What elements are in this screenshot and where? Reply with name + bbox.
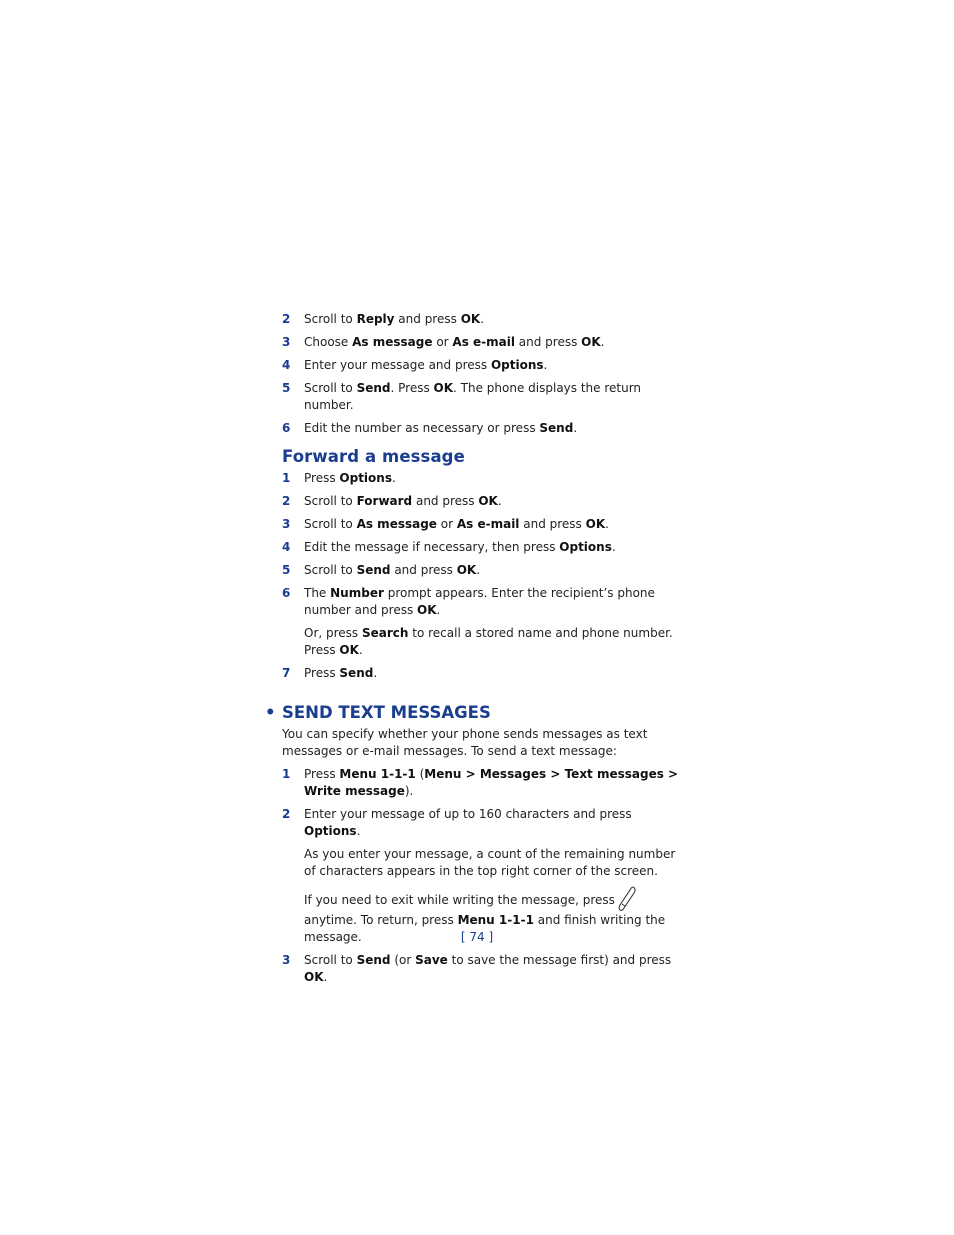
emphasis-term: OK (339, 643, 359, 657)
emphasis-term: Number (330, 586, 384, 600)
emphasis-term: As message (352, 335, 433, 349)
step-number: 2 (282, 494, 291, 508)
emphasis-term: OK (417, 603, 437, 617)
step-text: Choose As message or As e-mail and press OK. (304, 335, 605, 349)
step (282, 334, 682, 351)
emphasis-term: As e-mail (452, 335, 515, 349)
emphasis-term: Menu > Messages > Text messages > Write message (304, 767, 679, 798)
emphasis-term: Search (362, 626, 409, 640)
emphasis-term: Forward (356, 494, 413, 508)
step-note: As you enter your message, a count of the remaining number of characters appears in the top right corner of the screen. (304, 847, 676, 878)
step-text: Scroll to Send (or Save to save the message first) and press OK. (304, 953, 672, 984)
step-number: 3 (282, 517, 291, 531)
step-text: Press Options. (304, 471, 396, 485)
forward-heading: Forward a message (282, 447, 465, 466)
step-number: 1 (282, 471, 291, 485)
emphasis-term: Send (356, 381, 391, 395)
emphasis-term: Reply (356, 312, 395, 326)
step-text: Scroll to Forward and press OK. (304, 494, 502, 508)
note-text-cont: anytime. To return, press Menu 1-1-1 and finish writing the message. (304, 913, 666, 944)
emphasis-term: Save (415, 953, 448, 967)
emphasis-term: Send (339, 666, 374, 680)
emphasis-term: OK (460, 312, 481, 326)
step-number: 3 (282, 335, 291, 349)
emphasis-term: Menu 1-1-1 (339, 767, 416, 781)
step-text: Press Menu 1-1-1 (Menu > Messages > Text messages > Write message). (304, 767, 679, 798)
step-text: Edit the message if necessary, then press Options. (304, 540, 616, 554)
step (282, 516, 682, 533)
step-text: Scroll to Send. Press OK. The phone displays the return number. (304, 381, 642, 412)
emphasis-term: As e-mail (456, 517, 520, 531)
emphasis-term: OK (433, 381, 454, 395)
step (282, 665, 682, 682)
step-number: 2 (282, 312, 291, 326)
page-content (265, 308, 682, 986)
emphasis-term: Options (304, 824, 357, 838)
step-text: Scroll to Send and press OK. (304, 563, 481, 577)
step-text: Edit the number as necessary or press Send. (304, 421, 578, 435)
emphasis-term: OK (581, 335, 601, 349)
step-number: 4 (282, 358, 291, 372)
step-text: Enter your message and press Options. (304, 358, 548, 372)
step-text: Enter your message of up to 160 characters and press Options. (304, 807, 632, 838)
step (282, 420, 682, 437)
step-number: 5 (282, 563, 291, 577)
emphasis-term: OK (304, 970, 324, 984)
emphasis-term: Options (559, 540, 612, 554)
reply-steps (282, 311, 682, 437)
step (282, 766, 682, 800)
step-text: The Number prompt appears. Enter the recipient’s phone number and press OK. (304, 586, 655, 617)
step-number: 5 (282, 381, 291, 395)
step-number: 2 (282, 807, 291, 821)
intro-paragraph: You can specify whether your phone sends messages as text messages or e-mail messages. To send a text message: (282, 727, 648, 758)
emphasis-term: OK (478, 494, 498, 508)
emphasis-term: Options (490, 358, 544, 372)
step-text: Press Send. (304, 666, 378, 680)
forward-steps (282, 470, 682, 682)
section-title: SEND TEXT MESSAGES (282, 703, 491, 722)
emphasis-term: Send (356, 953, 391, 967)
emphasis-term: Send (539, 421, 574, 435)
step (282, 357, 682, 374)
section-heading (265, 703, 682, 723)
step (282, 806, 682, 840)
bullet-mark: • (265, 703, 276, 722)
step-number: 3 (282, 953, 291, 967)
step (282, 562, 682, 579)
emphasis-term: Menu 1-1-1 (457, 913, 534, 927)
step (282, 470, 682, 487)
step (282, 311, 682, 328)
step-number: 7 (282, 666, 291, 680)
end-key-icon (618, 886, 638, 912)
step (282, 585, 682, 619)
emphasis-term: Send (356, 563, 391, 577)
step (282, 493, 682, 510)
emphasis-term: As message (356, 517, 437, 531)
step-note: Or, press Search to recall a stored name and phone number. Press OK. (304, 626, 673, 657)
step-number: 4 (282, 540, 291, 554)
step-text: Scroll to Reply and press OK. (304, 312, 485, 326)
step-number: 6 (282, 421, 291, 435)
page-number: [ 74 ] (460, 930, 494, 944)
step (282, 380, 682, 414)
step-text: Scroll to As message or As e-mail and press OK. (304, 517, 609, 531)
note-text: If you need to exit while writing the message, press (304, 893, 615, 907)
emphasis-term: OK (585, 517, 606, 531)
step (282, 952, 682, 986)
step-number: 1 (282, 767, 291, 781)
step (282, 539, 682, 556)
emphasis-term: OK (456, 563, 477, 577)
step-number: 6 (282, 586, 291, 600)
emphasis-term: Options (339, 471, 392, 485)
